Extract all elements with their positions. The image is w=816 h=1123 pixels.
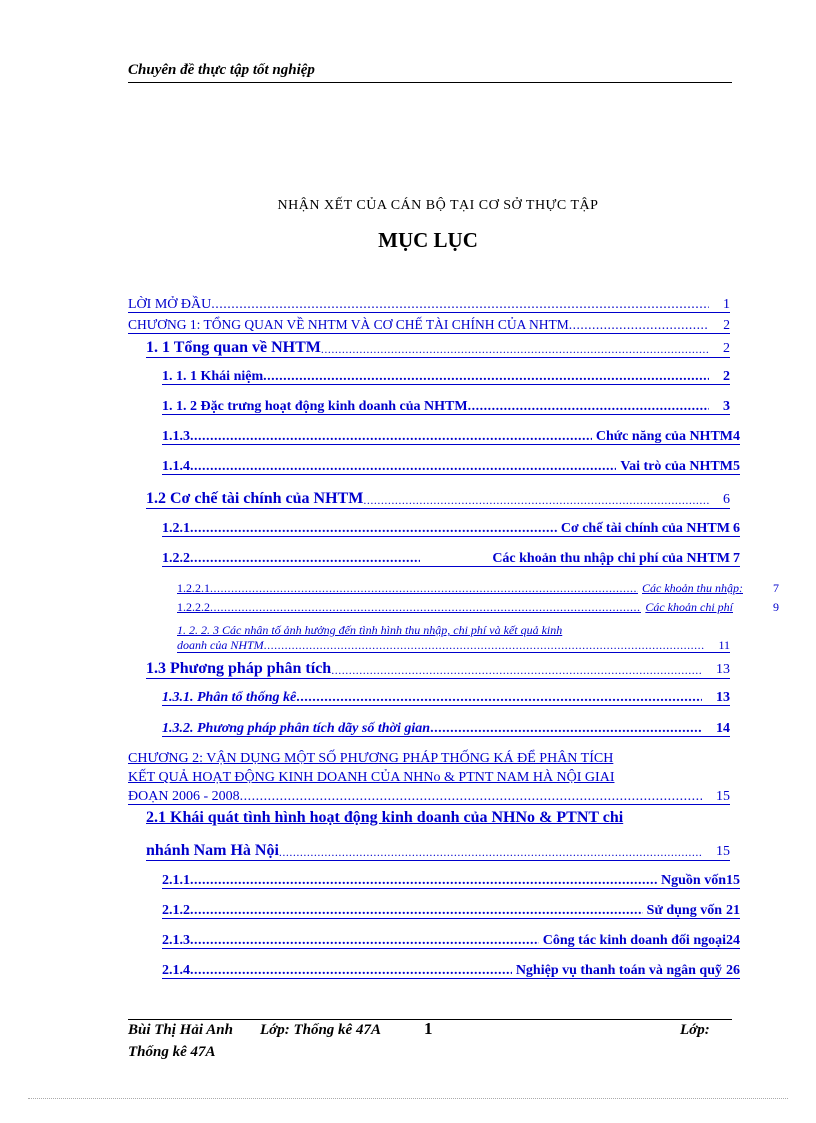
toc-entry-1-2-2[interactable]: 1.2.2 ..... Các khoản thu nhập chi phí của NHTM 7: [162, 551, 740, 567]
toc-entry-1-1-4[interactable]: 1.1.4 ..... Vai trò của NHTM 5: [162, 459, 740, 475]
header-title: Chuyên đề thực tập tốt nghiệp: [128, 62, 315, 78]
footer-class-wrap: Thống kê 47A: [128, 1044, 216, 1060]
page-break-line: [28, 1098, 788, 1099]
toc-entry-loi-mo-dau[interactable]: LỜI MỞ ĐẦU ..... 1: [128, 297, 730, 313]
toc-entry-2-1-line1[interactable]: 2.1 Khái quát tình hình hoạt động kinh doanh của NHNo & PTNT chi: [146, 809, 624, 826]
toc-entry-1-1-2[interactable]: 1. 1. 2 Đặc trưng hoạt động kinh doanh của NHTM ..... 3: [162, 399, 730, 415]
footer-page-number: 1: [424, 1019, 433, 1038]
toc-entry-1-3-1[interactable]: 1.3.1. Phân tổ thống kê ..... 13: [162, 690, 730, 706]
toc-entry-1-2[interactable]: 1.2 Cơ chế tài chính của NHTM ..... 6: [146, 490, 730, 509]
toc-entry-1-2-1[interactable]: 1.2.1 ..... Cơ chế tài chính của NHTM 6: [162, 521, 740, 537]
toc-entry-2-1-2[interactable]: 2.1.2 ..... Sử dụng vốn 21: [162, 903, 740, 919]
toc-entry-1-2-2-2[interactable]: 1.2.2.2 ..... Các khoản chi phí 9: [177, 601, 779, 614]
toc-entry-chuong-2[interactable]: ĐOẠN 2006 - 2008 ..... 15: [128, 789, 730, 805]
toc-entry-chuong-2-line1[interactable]: CHƯƠNG 2: VẬN DỤNG MỘT SỐ PHƯƠNG PHÁP THỐNG KÁ ĐỂ PHÂN TÍCH: [128, 751, 614, 766]
toc-entry-1-3-2[interactable]: 1.3.2. Phương pháp phân tích dãy số thời gian ..... 14: [162, 721, 730, 737]
toc-entry-1-2-2-3[interactable]: doanh của NHTM ..... 11: [177, 639, 730, 653]
comment-heading: NHẬN XẾT CỦA CÁN BỘ TẠI CƠ SỞ THỰC TẬP: [277, 198, 599, 213]
toc-heading: MỤC LỤC: [378, 228, 478, 252]
toc-entry-chuong-2-line2[interactable]: KẾT QUẢ HOẠT ĐỘNG KINH DOANH CỦA NHNo & PTNT NAM HÀ NỘI GIAI: [128, 770, 615, 785]
toc-entry-chuong-1[interactable]: CHƯƠNG 1: TỔNG QUAN VỀ NHTM VÀ CƠ CHẾ TÀI CHÍNH CỦA NHTM ..... 2: [128, 318, 730, 334]
toc-entry-1-1-1[interactable]: 1. 1. 1 Khái niệm ..... 2: [162, 369, 730, 385]
footer-author: Bùi Thị Hải Anh: [128, 1022, 233, 1038]
footer-class: Lớp: Thống kê 47A: [260, 1022, 381, 1038]
toc-entry-2-1-3[interactable]: 2.1.3 ..... Công tác kinh doanh đối ngoại 24: [162, 933, 740, 949]
toc-entry-2-1[interactable]: nhánh Nam Hà Nội ..... 15: [146, 842, 730, 861]
footer-class-label: Lớp:: [680, 1022, 710, 1038]
toc-entry-1-2-2-3-line1[interactable]: 1. 2. 2. 3 Các nhân tố ảnh hưởng đến tình hình thu nhập, chi phí và kết quả kinh: [177, 623, 563, 637]
toc-entry-1-1[interactable]: 1. 1 Tổng quan về NHTM ..... 2: [146, 339, 730, 358]
toc-entry-2-1-4[interactable]: 2.1.4 ..... Nghiệp vụ thanh toán và ngân quỹ 26: [162, 963, 740, 979]
toc-entry-2-1-1[interactable]: 2.1.1 ..... Nguồn vốn 15: [162, 873, 740, 889]
toc-entry-1-1-3[interactable]: 1.1.3 ..... Chức năng của NHTM 4: [162, 429, 740, 445]
toc-entry-1-3[interactable]: 1.3 Phương pháp phân tích ..... 13: [146, 660, 730, 679]
toc-entry-1-2-2-1[interactable]: 1.2.2.1 ..... Các khoản thu nhập: 7: [177, 582, 779, 595]
